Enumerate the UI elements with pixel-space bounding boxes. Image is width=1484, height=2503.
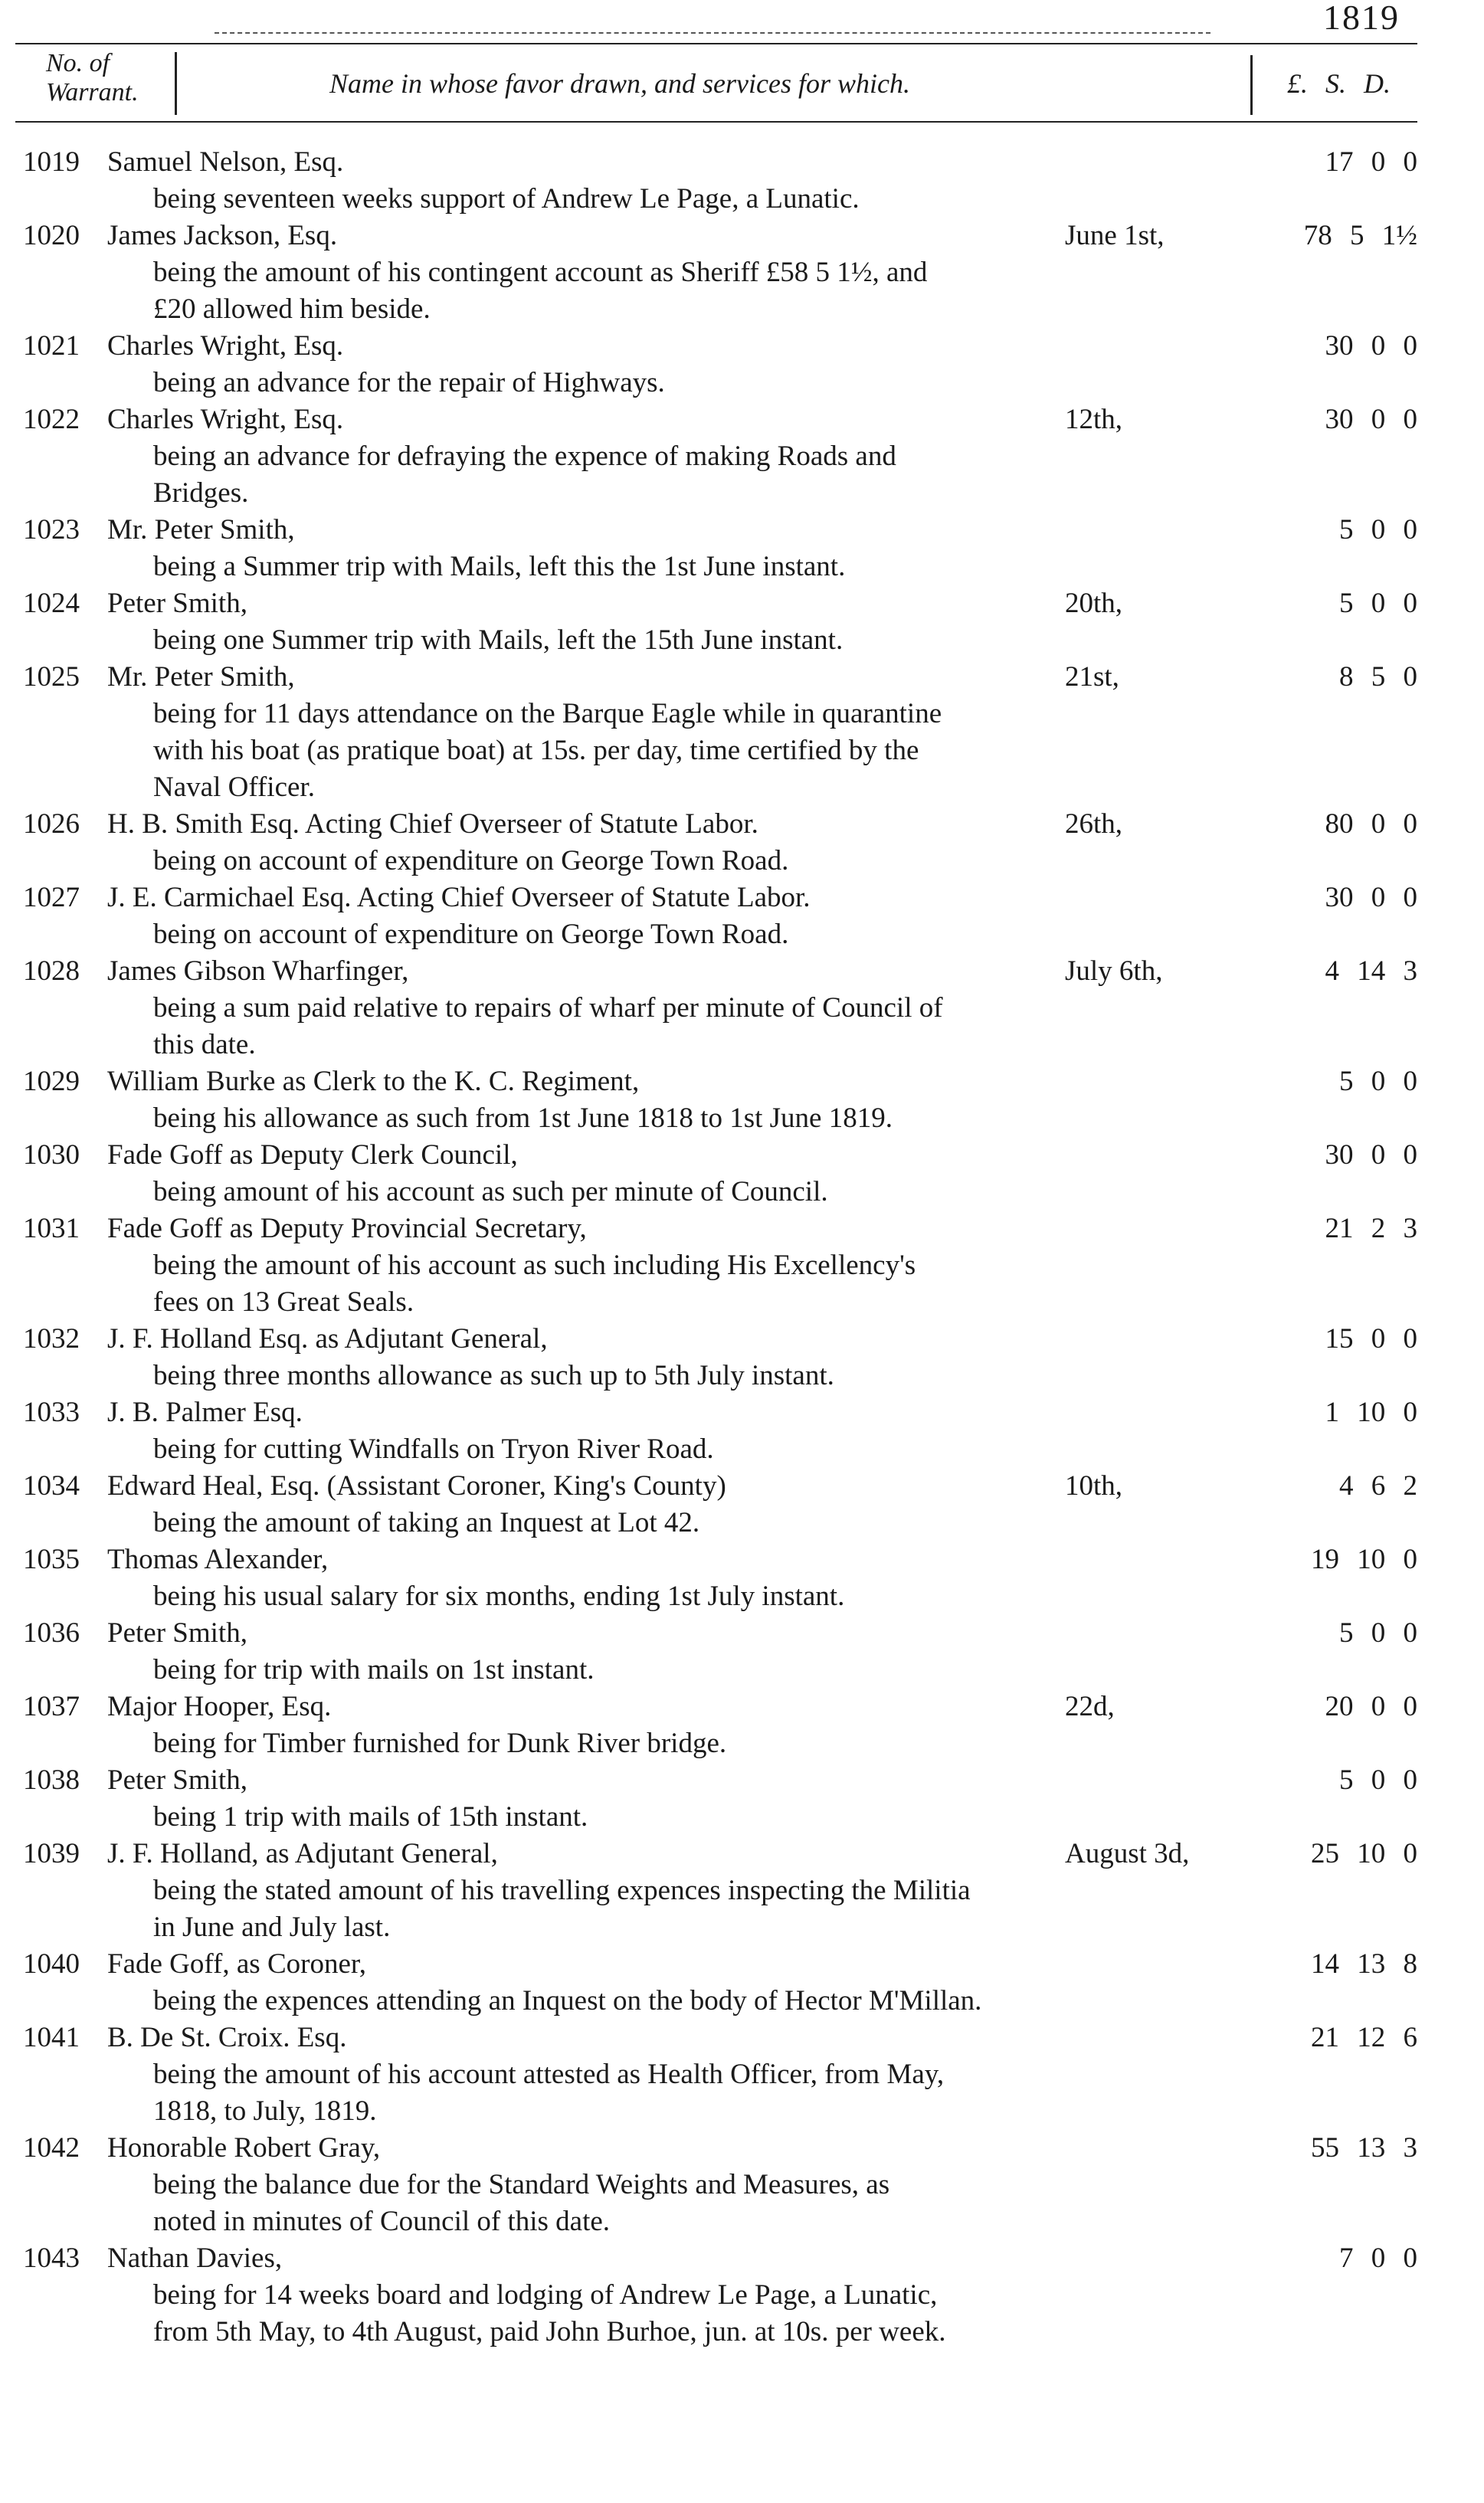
payee-name: J. E. Carmichael Esq. Acting Chief Overseer of Statute Labor. <box>107 882 811 913</box>
payee-name: Fade Goff as Deputy Clerk Council, <box>107 1139 518 1171</box>
warrant-number: 1023 <box>23 514 80 545</box>
warrant-entry <box>23 218 1433 328</box>
page-year: 1819 <box>1323 0 1400 37</box>
warrant-line <box>23 1394 1433 1431</box>
warrant-entry <box>23 1321 1433 1394</box>
warrant-amount: 30 0 0 <box>1325 1139 1417 1171</box>
warrant-entry <box>23 585 1433 659</box>
service-description: being the amount of his account as such including His Excellency's fees on 13 Great Seals. <box>153 1250 916 1318</box>
warrant-number: 1038 <box>23 1764 80 1796</box>
warrant-amount: 15 0 0 <box>1325 1323 1417 1355</box>
warrant-number: 1027 <box>23 882 80 913</box>
warrant-line <box>23 1468 1433 1505</box>
warrant-amount: 5 0 0 <box>1339 1617 1417 1649</box>
warrant-entry <box>23 144 1433 218</box>
warrant-amount: 21 12 6 <box>1311 2022 1417 2053</box>
warrant-number: 1022 <box>23 404 80 435</box>
warrant-amount: 5 0 0 <box>1339 1066 1417 1097</box>
warrant-number: 1028 <box>23 955 80 987</box>
warrant-entry <box>23 328 1433 401</box>
warrant-amount: 1 10 0 <box>1325 1397 1417 1428</box>
warrant-amount: 4 6 2 <box>1339 1470 1417 1502</box>
warrant-number: 1037 <box>23 1691 80 1722</box>
warrant-line <box>23 1541 1433 1578</box>
warrant-line <box>23 401 1433 438</box>
warrant-number: 1042 <box>23 2132 80 2164</box>
payee-name: J. B. Palmer Esq. <box>107 1397 303 1428</box>
warrant-entry <box>23 953 1433 1063</box>
service-description: being a sum paid relative to repairs of wharf per minute of Council of this date. <box>153 992 943 1060</box>
warrant-line <box>23 953 1433 990</box>
warrant-line <box>23 806 1433 843</box>
warrant-entry <box>23 1836 1433 1946</box>
column-divider <box>175 52 177 115</box>
payee-name: Peter Smith, <box>107 1617 247 1649</box>
service-description: being his allowance as such from 1st June 1818 to 1st June 1819. <box>153 1102 893 1134</box>
warrant-date: 22d, <box>1065 1691 1115 1722</box>
warrant-date: 21st, <box>1065 661 1119 693</box>
warrant-number: 1033 <box>23 1397 80 1428</box>
payee-name: Nathan Davies, <box>107 2243 283 2274</box>
payee-name: B. De St. Croix. Esq. <box>107 2022 347 2053</box>
service-description: being his usual salary for six months, ending 1st July instant. <box>153 1581 845 1612</box>
payee-name: Thomas Alexander, <box>107 1544 329 1575</box>
warrant-entry <box>23 401 1433 512</box>
warrant-date: June 1st, <box>1065 220 1165 251</box>
warrant-number: 1039 <box>23 1838 80 1869</box>
warrant-number: 1024 <box>23 588 80 619</box>
payee-name: Mr. Peter Smith, <box>107 661 295 693</box>
payee-name: James Gibson Wharfinger, <box>107 955 409 987</box>
warrant-entry <box>23 659 1433 806</box>
header-warrant-label-2: Warrant. <box>46 78 139 106</box>
warrant-line <box>23 1321 1433 1358</box>
warrant-amount: 5 0 0 <box>1339 514 1417 545</box>
warrant-line <box>23 1946 1433 1983</box>
service-description: being for cutting Windfalls on Tryon River Road. <box>153 1433 714 1465</box>
warrant-line <box>23 1762 1433 1799</box>
warrant-number: 1029 <box>23 1066 80 1097</box>
warrant-number: 1032 <box>23 1323 80 1355</box>
warrant-entry <box>23 1946 1433 2020</box>
payee-name: Edward Heal, Esq. (Assistant Coroner, King's County) <box>107 1470 726 1502</box>
payee-name: Mr. Peter Smith, <box>107 514 295 545</box>
warrant-line <box>23 1137 1433 1174</box>
warrant-amount: 30 0 0 <box>1325 882 1417 913</box>
warrant-amount: 30 0 0 <box>1325 404 1417 435</box>
payee-name: James Jackson, Esq. <box>107 220 338 251</box>
warrant-entry <box>23 1394 1433 1468</box>
service-description: being for 14 weeks board and lodging of Andrew Le Page, a Lunatic, from 5th May, to 4th August, paid John Burhoe, jun. at 10s. per week. <box>153 2279 946 2347</box>
service-description: being for trip with mails on 1st instant. <box>153 1654 595 1686</box>
payee-name: Charles Wright, Esq. <box>107 330 344 362</box>
warrant-line <box>23 1836 1433 1872</box>
warrant-date: August 3d, <box>1065 1838 1190 1869</box>
warrant-date: July 6th, <box>1065 955 1163 987</box>
warrant-number: 1041 <box>23 2022 80 2053</box>
warrant-entry <box>23 806 1433 880</box>
payee-name: Major Hooper, Esq. <box>107 1691 332 1722</box>
warrant-amount: 21 2 3 <box>1325 1213 1417 1244</box>
warrant-entry <box>23 2240 1433 2351</box>
warrant-entry <box>23 880 1433 953</box>
warrant-number: 1034 <box>23 1470 80 1502</box>
payee-name: Charles Wright, Esq. <box>107 404 344 435</box>
warrant-entry <box>23 1063 1433 1137</box>
warrant-date: 12th, <box>1065 404 1123 435</box>
warrant-line <box>23 2020 1433 2056</box>
warrant-amount: 5 0 0 <box>1339 588 1417 619</box>
service-description: being the expences attending an Inquest on the body of Hector M'Millan. <box>153 1985 982 2016</box>
service-description: being a Summer trip with Mails, left this the 1st June instant. <box>153 551 846 582</box>
warrant-amount: 30 0 0 <box>1325 330 1417 362</box>
warrant-line <box>23 659 1433 696</box>
service-description: being seventeen weeks support of Andrew Le Page, a Lunatic. <box>153 183 860 215</box>
payee-name: Peter Smith, <box>107 1764 247 1796</box>
warrant-number: 1043 <box>23 2243 80 2274</box>
warrant-line <box>23 880 1433 916</box>
warrant-amount: 25 10 0 <box>1311 1838 1417 1869</box>
warrant-entry <box>23 1689 1433 1762</box>
warrant-date: 10th, <box>1065 1470 1123 1502</box>
warrant-entry <box>23 2020 1433 2130</box>
warrant-entry <box>23 1137 1433 1211</box>
warrant-line <box>23 144 1433 181</box>
header-name-services: Name in whose favor drawn, and services for which. <box>329 68 910 99</box>
warrant-line <box>23 1211 1433 1247</box>
warrant-entry <box>23 1615 1433 1689</box>
warrant-number: 1020 <box>23 220 80 251</box>
warrant-line <box>23 1615 1433 1652</box>
warrant-line <box>23 328 1433 365</box>
column-divider <box>1250 55 1253 115</box>
warrant-number: 1021 <box>23 330 80 362</box>
warrant-amount: 80 0 0 <box>1325 808 1417 840</box>
service-description: being 1 trip with mails of 15th instant. <box>153 1801 588 1833</box>
warrant-number: 1025 <box>23 661 80 693</box>
warrant-date: 20th, <box>1065 588 1123 619</box>
warrant-number: 1026 <box>23 808 80 840</box>
warrant-amount: 55 13 3 <box>1311 2132 1417 2164</box>
service-description: being the amount of taking an Inquest at Lot 42. <box>153 1507 700 1538</box>
warrant-line <box>23 1689 1433 1725</box>
header-warrant-label-1: No. of <box>46 49 110 77</box>
warrant-line <box>23 585 1433 622</box>
warrant-line <box>23 2240 1433 2277</box>
service-description: being amount of his account as such per minute of Council. <box>153 1176 828 1207</box>
header-amount: £. S. D. <box>1287 68 1391 99</box>
service-description: being three months allowance as such up to 5th July instant. <box>153 1360 834 1391</box>
service-description: being for 11 days attendance on the Barque Eagle while in quarantine with his boat (as pratique boat) at 15s. per day, time certified by the Naval Officer. <box>153 698 942 803</box>
payee-name: William Burke as Clerk to the K. C. Regiment, <box>107 1066 640 1097</box>
warrant-number: 1019 <box>23 146 80 178</box>
warrant-entry <box>23 512 1433 585</box>
service-description: being for Timber furnished for Dunk River bridge. <box>153 1728 727 1759</box>
warrant-list <box>23 144 1433 2351</box>
warrant-amount: 5 0 0 <box>1339 1764 1417 1796</box>
payee-name: H. B. Smith Esq. Acting Chief Overseer of Statute Labor. <box>107 808 758 840</box>
warrant-line <box>23 218 1433 254</box>
payee-name: Samuel Nelson, Esq. <box>107 146 344 178</box>
payee-name: Peter Smith, <box>107 588 247 619</box>
warrant-number: 1030 <box>23 1139 80 1171</box>
service-description: being the amount of his contingent account as Sheriff £58 5 1½, and £20 allowed him beside. <box>153 257 928 325</box>
table-header <box>15 43 1417 123</box>
service-description: being on account of expenditure on George Town Road. <box>153 845 789 876</box>
warrant-line <box>23 1063 1433 1100</box>
warrant-amount: 19 10 0 <box>1311 1544 1417 1575</box>
payee-name: Honorable Robert Gray, <box>107 2132 381 2164</box>
warrant-number: 1035 <box>23 1544 80 1575</box>
service-description: being an advance for defraying the expence of making Roads and Bridges. <box>153 441 896 509</box>
warrant-amount: 78 5 1½ <box>1303 220 1417 251</box>
warrant-amount: 4 14 3 <box>1325 955 1417 987</box>
payee-name: Fade Goff, as Coroner, <box>107 1948 366 1980</box>
payee-name: J. F. Holland, as Adjutant General, <box>107 1838 498 1869</box>
warrant-number: 1036 <box>23 1617 80 1649</box>
payee-name: Fade Goff as Deputy Provincial Secretary, <box>107 1213 587 1244</box>
warrant-number: 1040 <box>23 1948 80 1980</box>
warrant-entry <box>23 1762 1433 1836</box>
warrant-amount: 14 13 8 <box>1311 1948 1417 1980</box>
warrant-entry <box>23 2130 1433 2240</box>
payee-name: J. F. Holland Esq. as Adjutant General, <box>107 1323 548 1355</box>
warrant-entry <box>23 1211 1433 1321</box>
service-description: being one Summer trip with Mails, left the 15th June instant. <box>153 624 844 656</box>
warrant-entry <box>23 1541 1433 1615</box>
warrant-number: 1031 <box>23 1213 80 1244</box>
service-description: being the stated amount of his travelling expences inspecting the Militia in June and July last. <box>153 1875 971 1943</box>
warrant-line <box>23 2130 1433 2167</box>
service-description: being the balance due for the Standard Weights and Measures, as noted in minutes of Council of this date. <box>153 2169 890 2237</box>
header-rule <box>215 32 1210 34</box>
service-description: being on account of expenditure on George Town Road. <box>153 919 789 950</box>
header-warrant-number <box>46 49 139 107</box>
warrant-date: 26th, <box>1065 808 1123 840</box>
warrant-line <box>23 512 1433 549</box>
warrant-amount: 20 0 0 <box>1325 1691 1417 1722</box>
warrant-amount: 8 5 0 <box>1339 661 1417 693</box>
service-description: being the amount of his account attested as Health Officer, from May, 1818, to July, 1819. <box>153 2059 945 2127</box>
warrant-amount: 7 0 0 <box>1339 2243 1417 2274</box>
warrant-amount: 17 0 0 <box>1325 146 1417 178</box>
warrant-entry <box>23 1468 1433 1541</box>
service-description: being an advance for the repair of Highways. <box>153 367 665 398</box>
